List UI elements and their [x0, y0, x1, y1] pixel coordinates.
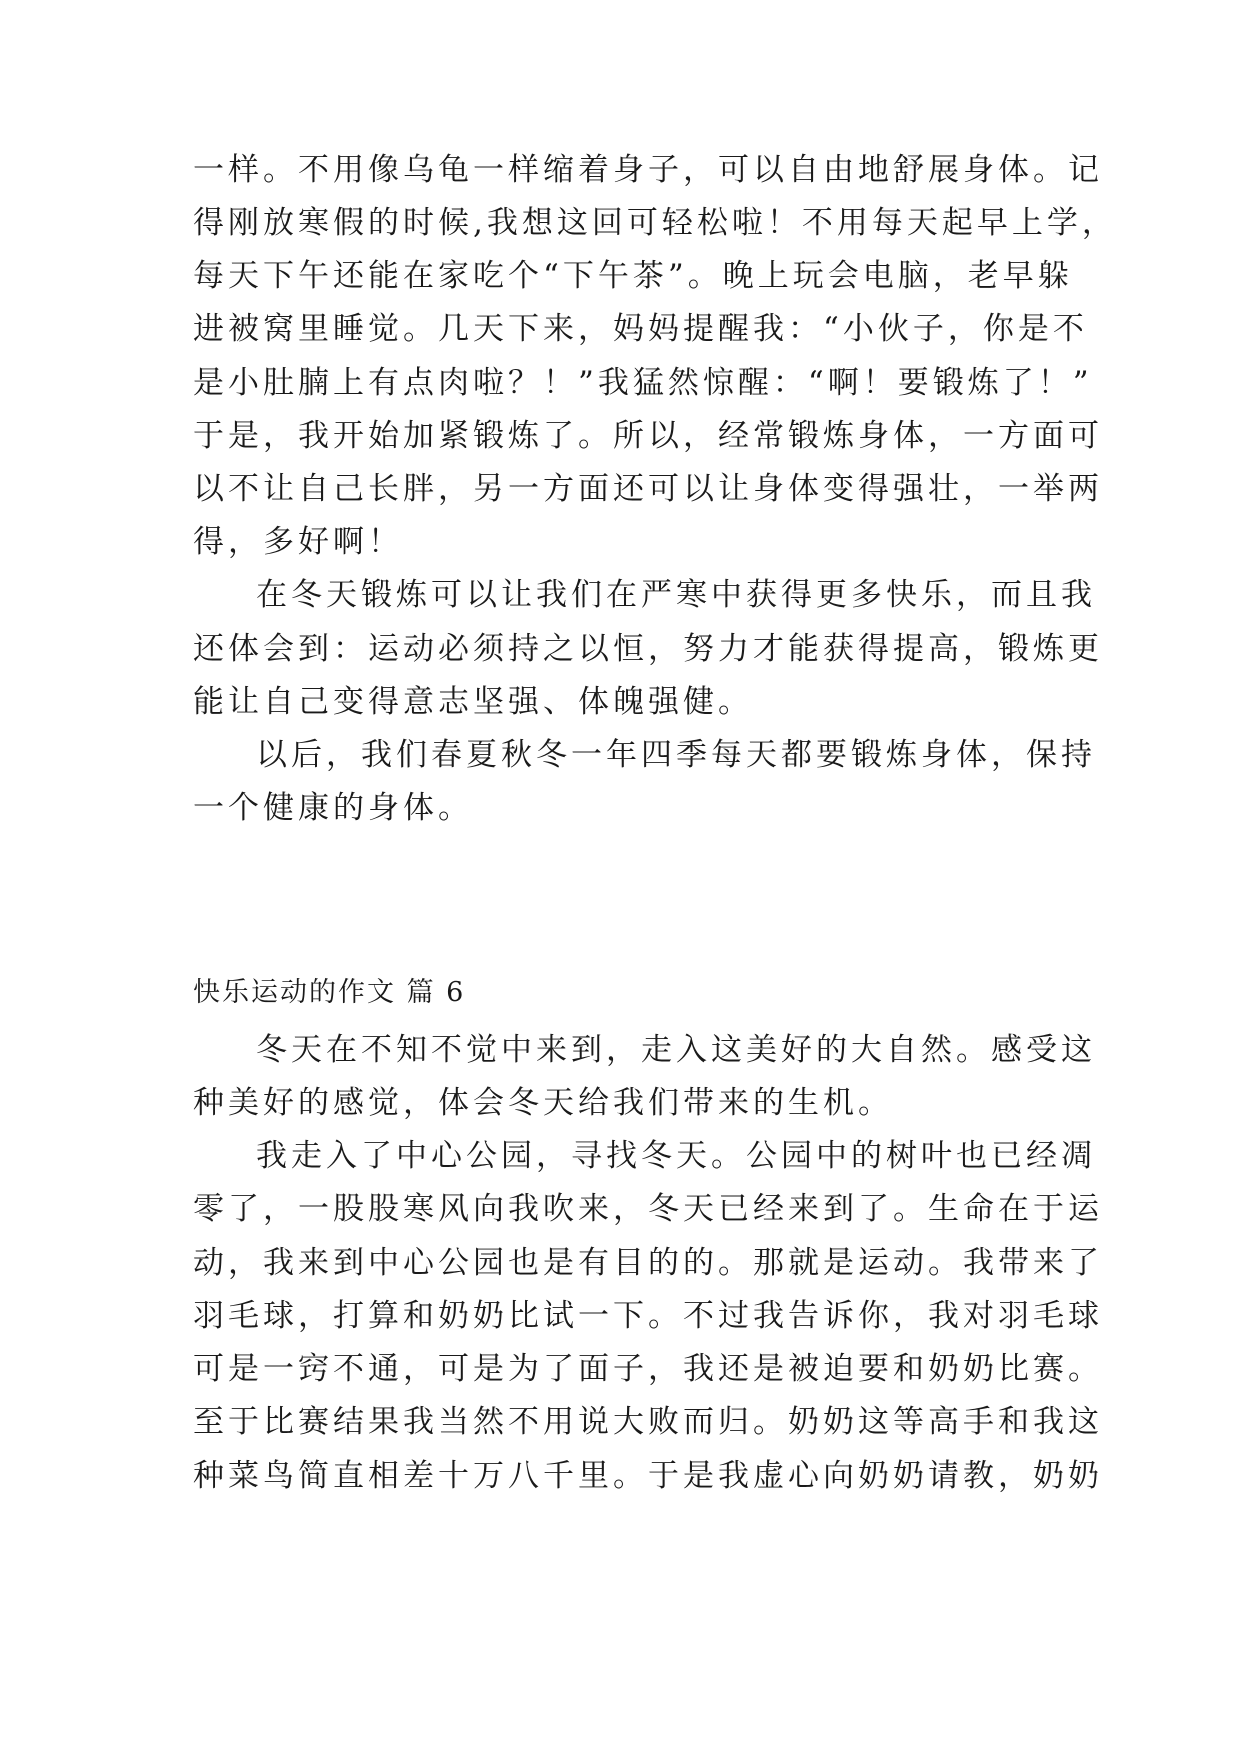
text-line: 以不让自己长胖，另一方面还可以让身体变得强壮，一举两	[193, 471, 1103, 507]
text-line: 能让自己变得意志坚强、体魄强健。	[193, 684, 753, 720]
text-line: 于是，我开始加紧锻炼了。所以，经常锻炼身体，一方面可	[193, 418, 1103, 454]
text-line: 得刚放寒假的时候,我想这回可轻松啦！不用每天起早上学，	[193, 205, 1117, 241]
paragraph-first-line: 冬天在不知不觉中来到，走入这美好的大自然。感受这	[256, 1032, 1096, 1068]
text-line: 至于比赛结果我当然不用说大败而归。奶奶这等高手和我这	[193, 1404, 1103, 1440]
paragraph-first-line: 我走入了中心公园，寻找冬天。公园中的树叶也已经凋	[256, 1138, 1096, 1174]
text-line: 可是一窍不通，可是为了面子，我还是被迫要和奶奶比赛。	[193, 1351, 1103, 1387]
paragraph-first-line: 在冬天锻炼可以让我们在严寒中获得更多快乐，而且我	[256, 577, 1096, 613]
paragraph-first-line: 以后，我们春夏秋冬一年四季每天都要锻炼身体，保持	[256, 737, 1096, 773]
text-line: 得，多好啊！	[193, 524, 403, 560]
text-line: 动，我来到中心公园也是有目的的。那就是运动。我带来了	[193, 1245, 1103, 1281]
text-line: 一样。不用像乌龟一样缩着身子，可以自由地舒展身体。记	[193, 152, 1103, 188]
text-line: 是小肚腩上有点肉啦？！”我猛然惊醒：“啊！要锻炼了！”	[193, 365, 1093, 401]
text-line: 进被窝里睡觉。几天下来，妈妈提醒我：“小伙子，你是不	[193, 311, 1088, 347]
text-line: 种美好的感觉，体会冬天给我们带来的生机。	[193, 1085, 893, 1121]
text-line: 还体会到：运动必须持之以恒，努力才能获得提高，锻炼更	[193, 631, 1103, 667]
text-line: 一个健康的身体。	[193, 790, 473, 826]
section-heading: 快乐运动的作文 篇 6	[193, 977, 466, 1008]
text-line: 羽毛球，打算和奶奶比试一下。不过我告诉你，我对羽毛球	[193, 1298, 1103, 1334]
text-line: 零了，一股股寒风向我吹来，冬天已经来到了。生命在于运	[193, 1191, 1103, 1227]
text-line: 种菜鸟简直相差十万八千里。于是我虚心向奶奶请教，奶奶	[193, 1458, 1103, 1494]
text-line: 每天下午还能在家吃个“下午茶”。晚上玩会电脑，老早躲	[193, 258, 1073, 294]
